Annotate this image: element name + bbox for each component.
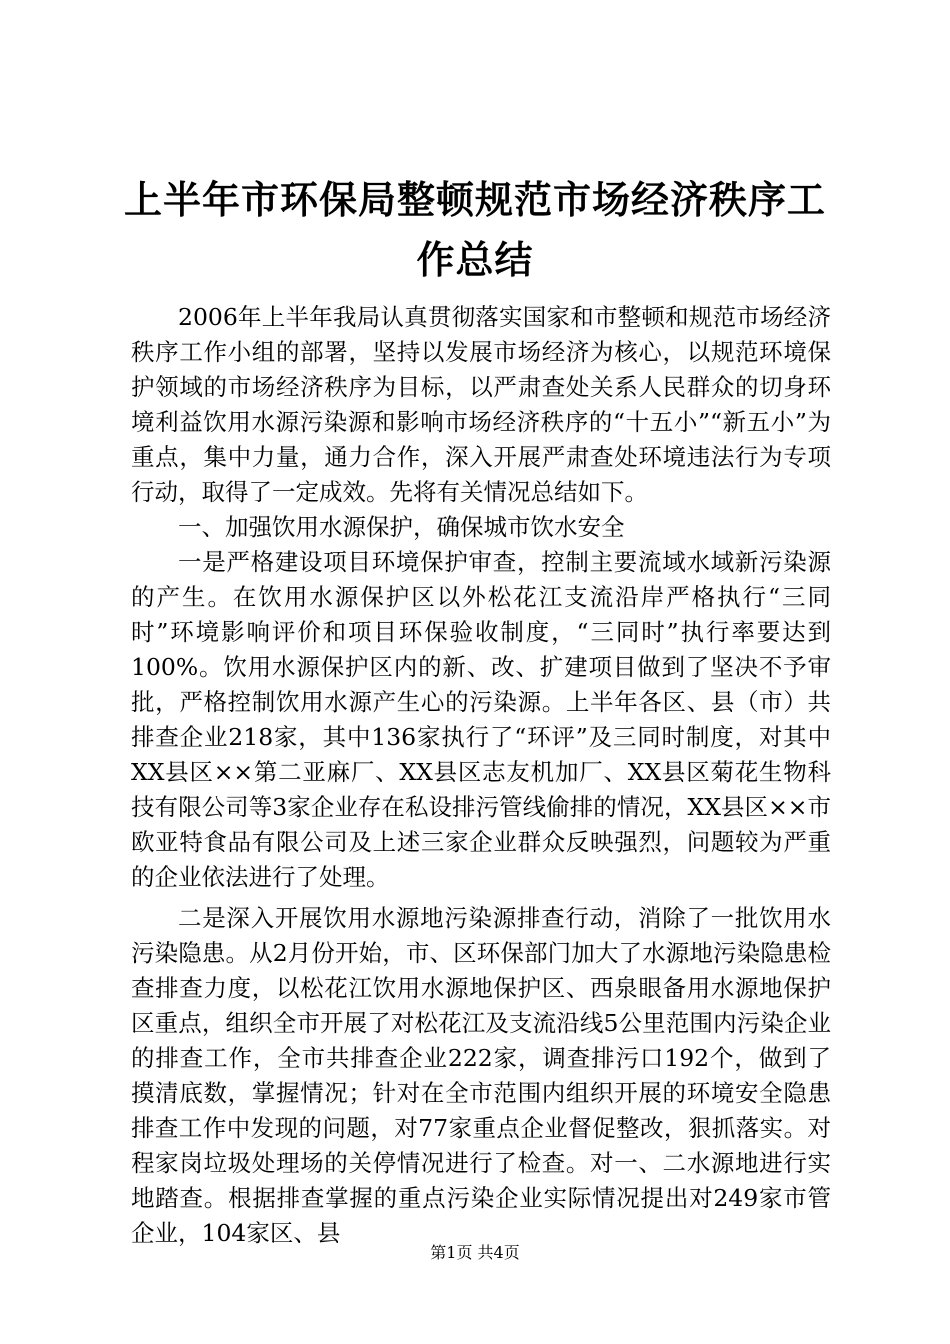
- document-title: 上半年市环保局整顿规范市场经济秩序工作总结: [123, 178, 826, 282]
- section-heading: 一、加强饮用水源保护，确保城市饮水安全: [178, 513, 625, 541]
- body-paragraph: 二是深入开展饮用水源地污染源排查行动，消除了一批饮用水污染隐患。从2月份开始，市、区环保部门加大了水源地污染隐患检查排查力度，以松花江饮用水源地保护区、西泉眼备用水源地保护区重点，组织全市开展了对松花江及支流沿线5公里范围内污染企业的排查工作，全市共排查企业222家，调查排污口192个，做到了摸清底数，掌握情况；针对在全市范围内组织开展的环境安全隐患排查工作中发现的问题，对77家重点企业督促整改，狠抓落实。对程家岗垃圾处理场的关停情况进行了检查。对一、二水源地进行实地踏查。根据排查掌握的重点污染企业实际情况提出对249家市管企业，104家区、县: [131, 904, 831, 1247]
- body-paragraph: 一是严格建设项目环境保护审查，控制主要流域水域新污染源的产生。在饮用水源保护区以外松花江支流沿岸严格执行“三同时”环境影响评价和项目环保验收制度，“三同时”执行率要达到100%。饮用水源保护区内的新、改、扩建项目做到了坚决不予审批，严格控制饮用水源产生心的污染源。上半年各区、县（市）共排查企业218家，其中136家执行了“环评”及三同时制度，对其中XX县区××第二亚麻厂、XX县区志友机加厂、XX县区菊花生物科技有限公司等3家企业存在私设排污管线偷排的情况，XX县区××市欧亚特食品有限公司及上述三家企业群众反映强烈，问题较为严重的企业依法进行了处理。: [131, 548, 831, 891]
- page-number-footer: 第1页 共4页: [430, 1243, 520, 1262]
- intro-paragraph: 2006年上半年我局认真贯彻落实国家和市整顿和规范市场经济秩序工作小组的部署，坚持以发展市场经济为核心，以规范环境保护领域的市场经济秩序为目标，以严肃查处关系人民群众的切身环境利益饮用水源污染源和影响市场经济秩序的“十五小”“新五小”为重点，集中力量，通力合作，深入开展严肃查处环境违法行为专项行动，取得了一定成效。先将有关情况总结如下。: [131, 303, 831, 506]
- document-body: [131, 300, 831, 1251]
